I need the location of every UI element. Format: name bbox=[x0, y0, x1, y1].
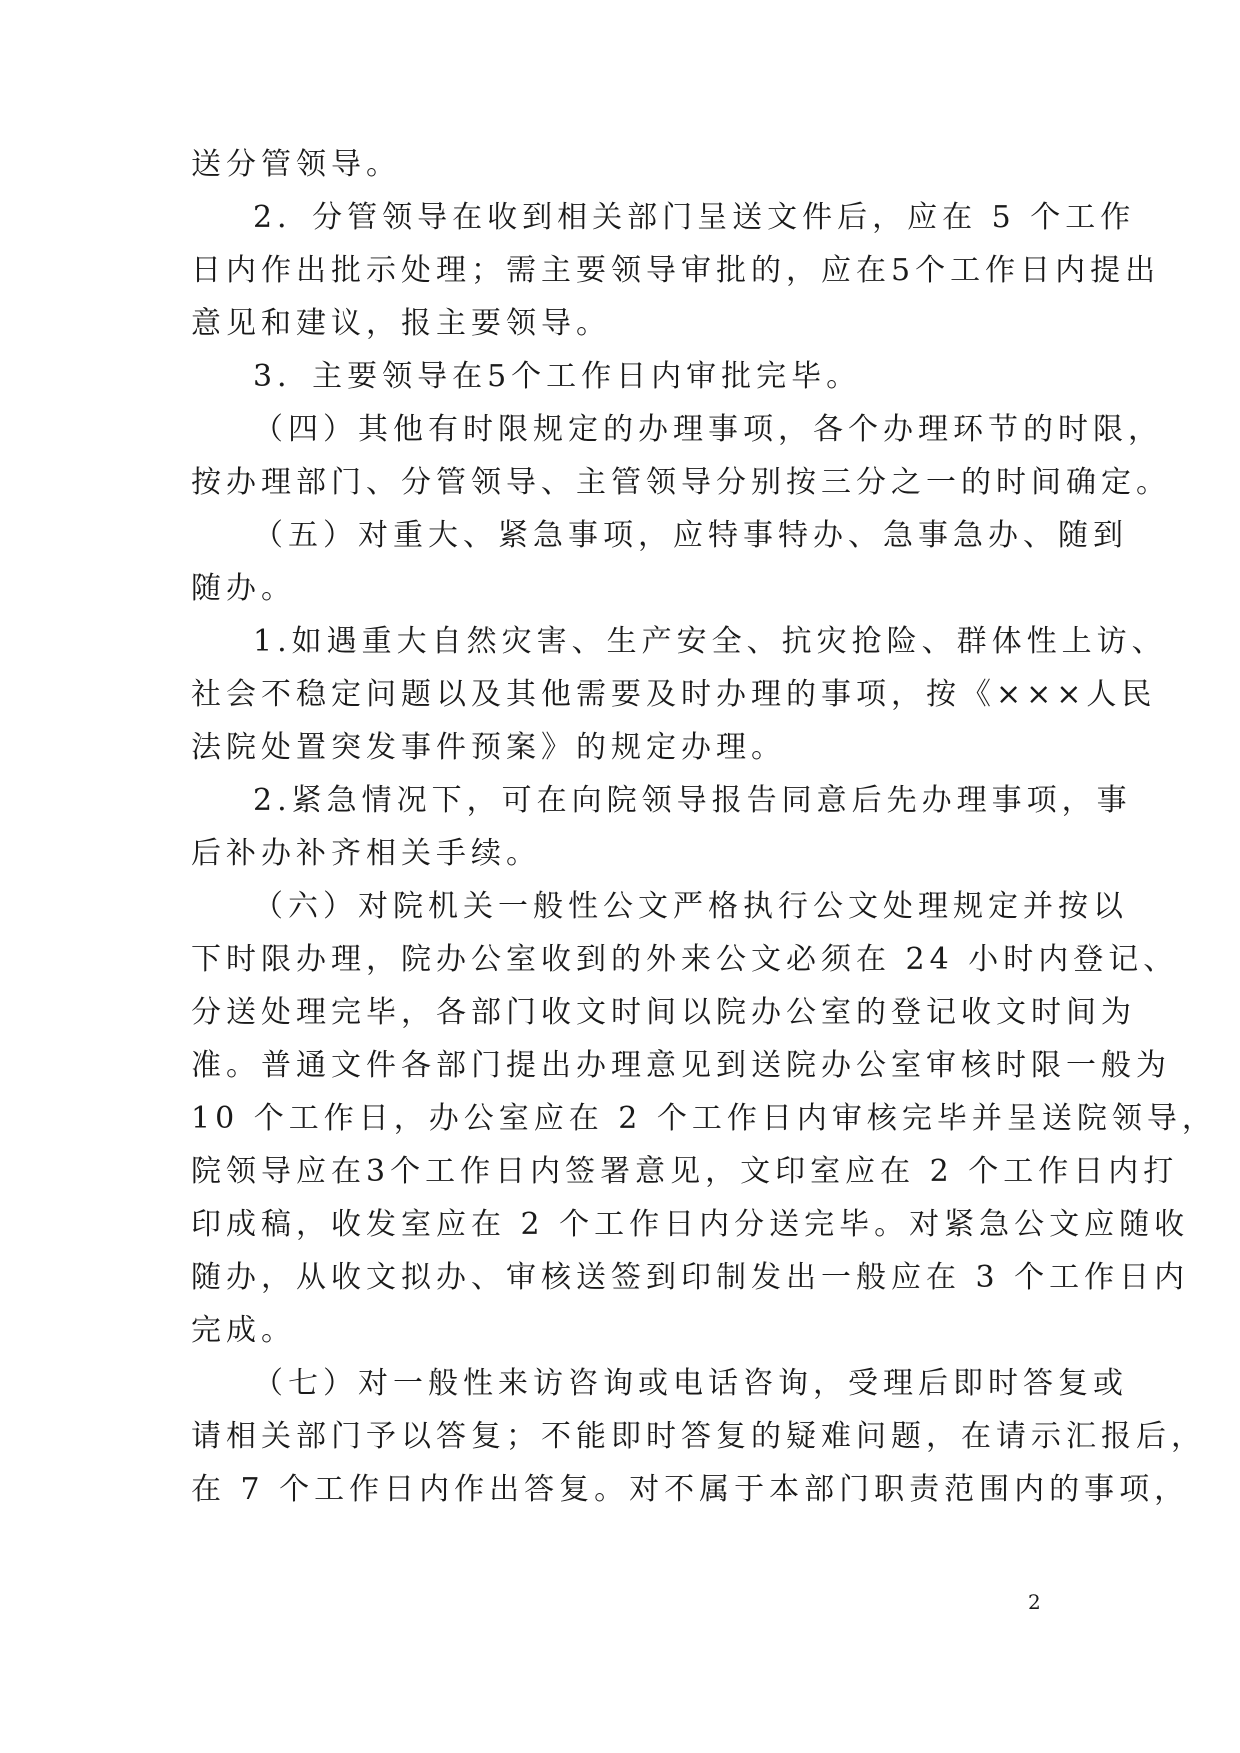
text-line: 3．主要领导在5个工作日内审批完毕。 bbox=[253, 359, 862, 394]
text-line: 院领导应在3个工作日内签署意见，文印室应在 2 个工作日内打 bbox=[191, 1154, 1179, 1189]
text-line: 在 7 个工作日内作出答复。对不属于本部门职责范围内的事项， bbox=[191, 1472, 1190, 1507]
text-line: （六）对院机关一般性公文严格执行公文处理规定并按以 bbox=[253, 889, 1128, 924]
text-line: 下时限办理，院办公室收到的外来公文必须在 24 小时内登记、 bbox=[191, 942, 1179, 977]
text-line: 日内作出批示处理；需主要领导审批的，应在5个工作日内提出 bbox=[191, 253, 1161, 288]
text-line: （七）对一般性来访咨询或电话咨询，受理后即时答复或 bbox=[253, 1366, 1128, 1401]
text-line: 法院处置突发事件预案》的规定办理。 bbox=[191, 730, 786, 765]
text-line: 随办。 bbox=[191, 571, 296, 606]
text-line: 请相关部门予以答复；不能即时答复的疑难问题，在请示汇报后， bbox=[191, 1419, 1206, 1454]
text-line: 准。普通文件各部门提出办理意见到送院办公室审核时限一般为 bbox=[191, 1048, 1171, 1083]
text-line: 社会不稳定问题以及其他需要及时办理的事项，按《×××人民 bbox=[191, 677, 1157, 712]
text-line: 1.如遇重大自然灾害、生产安全、抗灾抢险、群体性上访、 bbox=[253, 624, 1167, 659]
text-line: （四）其他有时限规定的办理事项，各个办理环节的时限， bbox=[253, 412, 1163, 447]
text-line: 按办理部门、分管领导、主管领导分别按三分之一的时间确定。 bbox=[191, 465, 1171, 500]
text-line: 完成。 bbox=[191, 1313, 296, 1348]
text-line: 后补办补齐相关手续。 bbox=[191, 836, 541, 871]
text-line: 2.紧急情况下，可在向院领导报告同意后先办理事项，事 bbox=[253, 783, 1132, 818]
text-line: 印成稿，收发室应在 2 个工作日内分送完毕。对紧急公文应随收 bbox=[191, 1207, 1190, 1242]
text-line: 送分管领导。 bbox=[191, 147, 401, 182]
text-line: （五）对重大、紧急事项，应特事特办、急事急办、随到 bbox=[253, 518, 1128, 553]
text-line: 随办，从收文拟办、审核送签到印制发出一般应在 3 个工作日内 bbox=[191, 1260, 1190, 1295]
text-line: 10 个工作日，办公室应在 2 个工作日内审核完毕并呈送院领导， bbox=[191, 1101, 1217, 1136]
text-line: 分送处理完毕，各部门收文时间以院办公室的登记收文时间为 bbox=[191, 995, 1136, 1030]
page-number: 2 bbox=[1028, 1590, 1041, 1614]
text-line: 意见和建议，报主要领导。 bbox=[191, 306, 611, 341]
text-line: 2．分管领导在收到相关部门呈送文件后，应在 5 个工作 bbox=[253, 200, 1136, 235]
